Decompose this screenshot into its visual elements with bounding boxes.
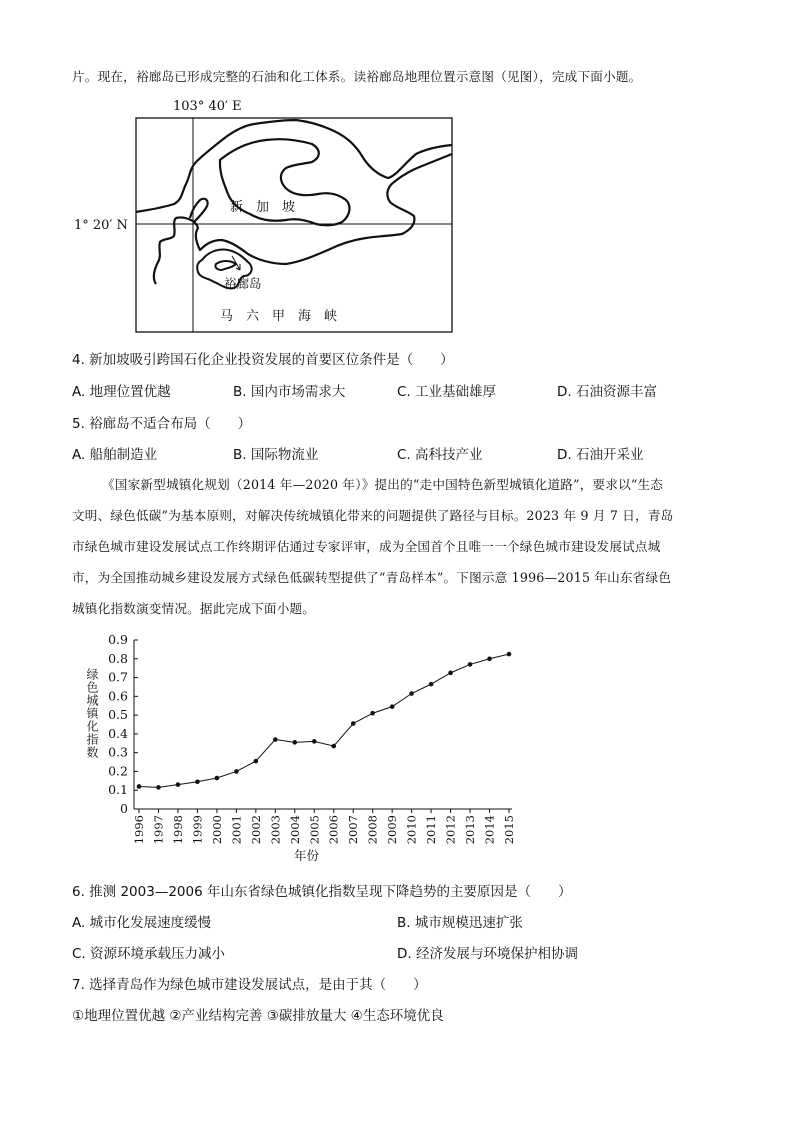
x-axis-label: 年份 — [294, 848, 320, 863]
data-point — [234, 769, 239, 774]
data-point — [156, 785, 161, 790]
data-point — [312, 739, 317, 744]
question-7-stem: 7. 选择青岛作为绿色城市建设发展试点，是由于其（ ） — [72, 977, 427, 993]
q6-option-b[interactable]: B. 城市规模迅速扩张 — [397, 915, 523, 931]
x-tick-label: 2015 — [502, 815, 516, 845]
y-tick-label: 0.8 — [108, 650, 128, 666]
y-tick-label: 0.4 — [108, 725, 128, 741]
green-urbanization-chart — [72, 628, 532, 868]
question-4-stem: 4. 新加坡吸引跨国石化企业投资发展的首要区位条件是（ ） — [72, 352, 454, 368]
question-6-stem: 6. 推测 2003—2006 年山东省绿色城镇化指数呈现下降趋势的主要原因是（ ） — [72, 884, 572, 900]
x-tick-label: 2002 — [248, 815, 263, 845]
x-tick-label: 2009 — [385, 815, 400, 845]
data-point — [292, 740, 297, 745]
data-point — [370, 711, 375, 716]
data-point — [351, 721, 356, 726]
x-tick-label: 2007 — [346, 815, 361, 845]
y-tick-label: 0.9 — [108, 632, 128, 647]
x-tick-label: 1999 — [190, 815, 205, 845]
data-point — [507, 652, 512, 657]
x-tick-label: 1997 — [151, 815, 166, 845]
singapore-label: 新 加 坡 — [230, 200, 296, 215]
data-point — [137, 784, 142, 789]
data-point — [468, 662, 473, 667]
x-tick-label: 2003 — [268, 815, 283, 845]
jurong-label: 裕廊岛 — [224, 276, 262, 291]
x-tick-label: 2013 — [463, 815, 478, 845]
y-tick-label: 0.3 — [108, 744, 128, 760]
x-tick-label: 2008 — [365, 815, 380, 845]
passage-line-4: 市，为全国推动城乡建设发展方式绿色低碳转型提供了“青岛样本”。下图示意 1996—2015 年山东省绿色 — [72, 570, 672, 585]
x-tick-label: 2014 — [482, 815, 497, 845]
x-tick-label: 2011 — [424, 815, 439, 845]
data-point — [409, 691, 414, 696]
data-point — [254, 759, 259, 764]
question-5-stem: 5. 裕廊岛不适合布局（ ） — [72, 416, 252, 432]
latitude-label: 1° 20′ N — [74, 218, 128, 233]
y-tick-label: 0.5 — [108, 707, 128, 723]
data-point — [331, 744, 336, 749]
q4-option-a[interactable]: A. 地理位置优越 — [72, 384, 171, 400]
q5-option-a[interactable]: A. 船舶制造业 — [72, 447, 158, 463]
map-frame — [136, 118, 452, 332]
x-tick-label: 2012 — [443, 815, 458, 845]
x-tick-label: 1998 — [170, 815, 185, 845]
data-point — [448, 671, 453, 676]
x-tick-label: 2005 — [307, 815, 322, 845]
x-tick-label: 2006 — [326, 815, 341, 845]
q6-option-a[interactable]: A. 城市化发展速度缓慢 — [72, 915, 212, 931]
longitude-label: 103° 40′ E — [173, 99, 242, 114]
q6-option-c[interactable]: C. 资源环境承载压力减小 — [72, 946, 226, 962]
series-line — [139, 654, 509, 787]
x-tick-label: 2004 — [287, 815, 302, 845]
y-tick-label: 0.6 — [108, 688, 128, 704]
q5-option-c[interactable]: C. 高科技产业 — [397, 447, 483, 463]
q4-option-d[interactable]: D. 石油资源丰富 — [557, 384, 657, 400]
q4-option-c[interactable]: C. 工业基础雄厚 — [397, 384, 497, 400]
data-point — [195, 779, 200, 784]
question-7-items: ①地理位置优越 ②产业结构完善 ③碳排放量大 ④生态环境优良 — [72, 1008, 444, 1024]
data-point — [429, 682, 434, 687]
x-tick-label: 1996 — [132, 815, 146, 845]
data-point — [273, 737, 278, 742]
y-tick-label: 0.2 — [108, 763, 128, 779]
x-tick-label: 2000 — [209, 815, 224, 845]
x-tick-label: 2001 — [229, 815, 244, 845]
passage-line-1: 《国家新型城镇化规划（2014 年—2020 年）》提出的“走中国特色新型城镇化道路”，要求以“生态 — [102, 477, 664, 492]
strait-label: 马 六 甲 海 峡 — [220, 309, 338, 324]
data-point — [176, 782, 181, 787]
passage-line-5: 城镇化指数演变情况。据此完成下面小题。 — [72, 601, 316, 616]
intro-text: 片。现在，裕廊岛已形成完整的石油和化工体系。读裕廊岛地理位置示意图（见图），完成下面小题。 — [72, 69, 642, 84]
data-point — [487, 656, 492, 661]
x-tick-label: 2010 — [404, 815, 419, 845]
y-tick-label: 0.7 — [108, 669, 128, 685]
y-tick-label: 0 — [120, 801, 128, 816]
passage-line-3: 市绿色城市建设发展试点工作终期评估通过专家评审，成为全国首个且唯一一个绿色城市建设发展试点城 — [72, 539, 661, 554]
y-tick-label: 0.1 — [108, 782, 128, 798]
jurong-location-map — [72, 92, 472, 340]
q5-option-d[interactable]: D. 石油开采业 — [557, 447, 644, 463]
passage-line-2: 文明、绿色低碳”为基本原则，对解决传统城镇化带来的问题提供了路径与目标。2023 年 9 月 7 日，青岛 — [72, 508, 674, 523]
q5-option-b[interactable]: B. 国际物流业 — [233, 447, 319, 463]
q6-option-d[interactable]: D. 经济发展与环境保护相协调 — [397, 946, 578, 962]
data-point — [390, 704, 395, 709]
data-point — [215, 776, 220, 781]
q4-option-b[interactable]: B. 国内市场需求大 — [233, 384, 346, 400]
y-axis-label: 绿色城镇化指数 — [85, 668, 99, 759]
